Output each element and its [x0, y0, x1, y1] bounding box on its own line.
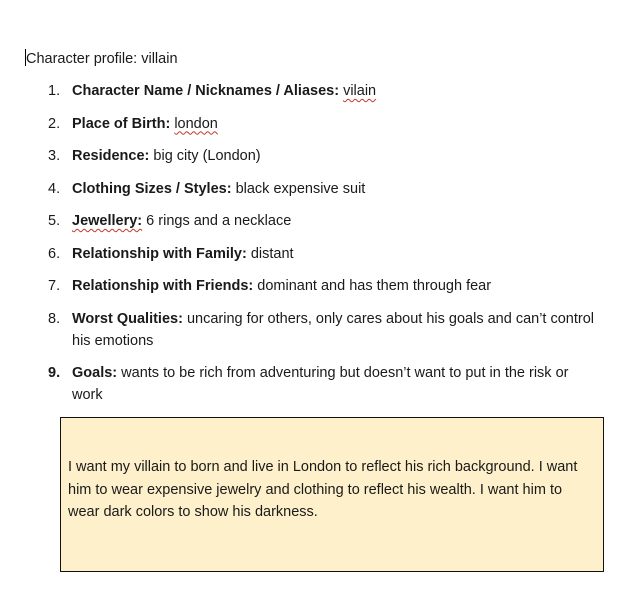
- list-item: [0, 362, 628, 406]
- list-item: [0, 145, 628, 167]
- item-value[interactable]: london: [174, 115, 218, 132]
- item-value: distant: [250, 245, 294, 262]
- item-label: Goals:: [72, 365, 118, 381]
- item-label: Residence:: [72, 148, 150, 164]
- document-title-line[interactable]: [25, 49, 178, 68]
- list-item: [0, 243, 628, 265]
- list-number: 3.: [48, 148, 61, 164]
- list-number: 6.: [48, 245, 61, 262]
- document-title: Character profile: villain: [26, 51, 178, 67]
- item-value: wants to be rich from adventuring but doesn’t want to put in the risk or work: [72, 365, 569, 403]
- item-value: black expensive suit: [235, 180, 366, 197]
- item-label: Relationship with Family:: [72, 245, 247, 262]
- note-text-box[interactable]: [60, 417, 604, 572]
- list-number: 7.: [48, 278, 61, 294]
- list-item: [0, 275, 628, 297]
- item-label[interactable]: Jewellery:: [72, 213, 143, 229]
- item-label: Relationship with Friends:: [72, 278, 254, 294]
- list-item: [0, 80, 628, 102]
- item-label: Character Name / Nicknames / Aliases:: [72, 83, 340, 99]
- item-value: 6 rings and a necklace: [146, 213, 292, 229]
- note-text: I want my villain to born and live in London to reflect his rich background. I want him to wear expensive jewelry and clothing to reflect his wealth. I want him to wear dark colors to show his darkness.: [68, 459, 578, 520]
- item-value: dominant and has them through fear: [257, 278, 492, 294]
- list-number: 5.: [48, 213, 61, 229]
- list-item: [0, 210, 628, 232]
- item-value: uncaring for others, only cares about his goals and can’t control his emotions: [72, 310, 594, 349]
- item-value: big city (London): [153, 148, 261, 164]
- item-label: Place of Birth:: [72, 115, 171, 132]
- character-profile-list: [0, 80, 628, 417]
- list-item: [0, 308, 628, 352]
- list-number: 9.: [48, 365, 61, 381]
- list-number: 2.: [48, 115, 61, 132]
- list-item: [0, 178, 628, 200]
- list-number: 4.: [48, 180, 61, 197]
- item-label: Clothing Sizes / Styles:: [72, 180, 232, 197]
- list-item: [0, 113, 628, 135]
- item-value[interactable]: vilain: [343, 83, 377, 99]
- item-label: Worst Qualities:: [72, 310, 183, 327]
- list-number: 8.: [48, 310, 61, 327]
- list-number: 1.: [48, 83, 61, 99]
